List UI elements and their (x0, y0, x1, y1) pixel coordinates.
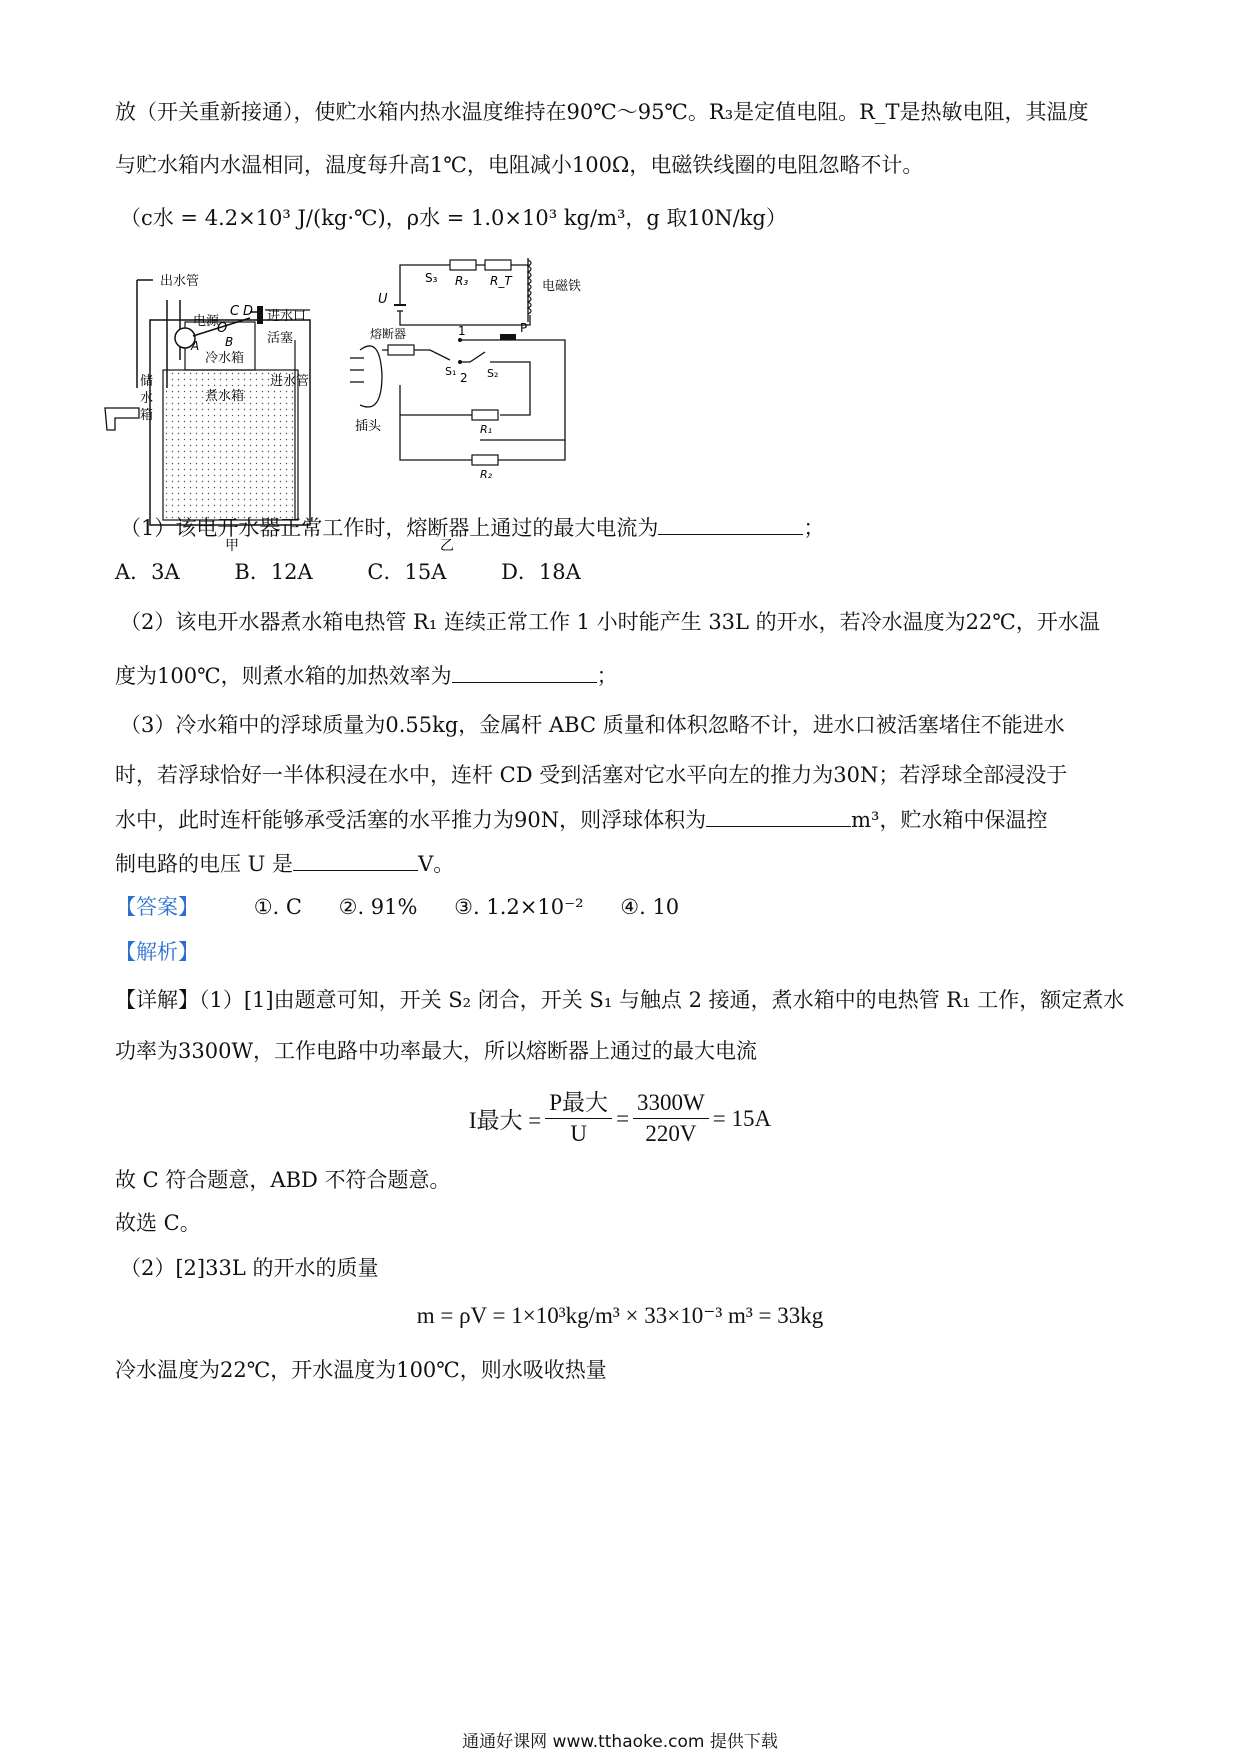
punct: ； (596, 664, 618, 688)
resistor-r2 (472, 455, 498, 465)
fraction-denominator: U (570, 1121, 587, 1146)
fraction-numerator: P最大 (545, 1088, 612, 1119)
answer-blank (658, 512, 803, 535)
fig-label: O (217, 321, 228, 336)
faucet-icon (105, 408, 139, 430)
detail-text: （1）[1]由题意可知，开关 S₂ 闭合，开关 S₁ 与触点 2 接通，煮水箱中的电热管 R₁ 工作，额定煮水 (199, 988, 1125, 1012)
answer-item: ④. 10 (620, 895, 680, 919)
analysis-tag-text: 【解析】 (115, 940, 199, 964)
fig-label: U (378, 292, 388, 307)
answer-blank (452, 660, 597, 683)
fig-label: R_T (490, 274, 512, 288)
resistor-rt (485, 260, 511, 270)
contact-p (500, 334, 516, 340)
fig-label: 煮水箱 (205, 389, 245, 404)
fig-label: 出水管 (160, 274, 200, 289)
question-3-text: 制电路的电压 U 是 (115, 852, 294, 876)
fig-label: 储 (140, 374, 154, 389)
fig-caption: 甲 (225, 538, 239, 554)
question-3-text: 水中，此时连杆能够承受活塞的水平推力为90N，则浮球体积为 (115, 808, 707, 832)
option-c: C．15A (367, 560, 447, 584)
answer-blank (293, 848, 418, 871)
fig-label: 冷水箱 (205, 351, 245, 366)
option-b: B．12A (234, 560, 313, 584)
question-3-text: V。 (418, 852, 455, 876)
fig-label: B (225, 335, 234, 349)
equals-sign: = (616, 1105, 630, 1131)
fraction (633, 1088, 709, 1149)
answer-item: ②. 91% (338, 895, 418, 919)
punct: ； (803, 516, 825, 540)
page-footer: 通通好课网 www.tthaoke.com 提供下载 (462, 1732, 778, 1752)
fraction (545, 1088, 612, 1149)
fig-label: 活塞 (267, 331, 294, 346)
question-3-text: m³，贮水箱中保温控 (851, 808, 1048, 832)
fig-label: C (230, 304, 240, 319)
equation-lhs: I最大 = (468, 1108, 542, 1133)
equation-current (0, 1088, 1240, 1149)
option-d: D．18A (501, 560, 581, 584)
piston (257, 306, 263, 324)
fig-label: 电源 (193, 314, 220, 329)
answer-tag: 【答案】 (115, 895, 199, 919)
fig-label: P (520, 321, 528, 335)
fig-label: D (243, 304, 254, 319)
question-2-line (115, 660, 1135, 691)
constants-line: （c水 = 4.2×10³ J/(kg·℃)，ρ水 = 1.0×10³ kg/m³，g 取10N/kg） (120, 206, 787, 230)
paragraph-line: 与贮水箱内水温相同，温度每升高1℃，电阻减小100Ω，电磁铁线圈的电阻忽略不计。 (115, 153, 924, 177)
fig-label: 进水口 (267, 309, 307, 324)
analysis-tag (115, 937, 1135, 967)
equation-mass: m = ρV = 1×10³kg/m³ × 33×10⁻³ m³ = 33kg (416, 1303, 824, 1328)
fig-label: A (191, 339, 200, 353)
answer-blank (706, 804, 851, 827)
question-2-text: 度为100℃，则煮水箱的加热效率为 (115, 664, 452, 688)
question-3-line: 时，若浮球恰好一半体积浸在水中，连杆 CD 受到活塞对它水平向左的推力为30N；若浮球全部浸没于 (115, 763, 1068, 787)
fig-label: 2 (460, 371, 468, 385)
fig-label: 电磁铁 (542, 279, 582, 294)
fig-label: 熔断器 (370, 327, 407, 341)
fig-label: S₂ (487, 367, 499, 380)
detail-line: （2）[2]33L 的开水的质量 (120, 1256, 379, 1280)
detail-line (115, 985, 1135, 1015)
fig-label: R₂ (480, 468, 493, 481)
fig-label: 插头 (355, 419, 382, 434)
fraction-denominator: 220V (645, 1121, 697, 1146)
option-a: A．3A (115, 560, 180, 584)
answer-item: ③. 1.2×10⁻² (454, 895, 584, 919)
question-1 (120, 512, 1140, 543)
fuse (388, 345, 414, 355)
fig-label: 水 (140, 391, 154, 406)
detail-line: 功率为3300W，工作电路中功率最大，所以熔断器上通过的最大电流 (115, 1039, 758, 1063)
fig-label: 箱 (140, 408, 154, 423)
fig-label: S₁ (445, 365, 457, 378)
conclusion-line: 故 C 符合题意，ABD 不符合题意。 (115, 1168, 451, 1192)
resistor-r3 (450, 260, 476, 270)
detail-tag: 【详解】 (115, 988, 199, 1012)
fig-label: R₁ (480, 423, 493, 436)
fig-caption: 乙 (440, 538, 454, 554)
fig-label: 进水管 (270, 374, 310, 389)
conclusion-line: 故选 C。 (115, 1211, 201, 1235)
fig-label: 1 (458, 324, 466, 338)
fraction-numerator: 3300W (633, 1088, 709, 1119)
detail-line: 冷水温度为22℃，开水温度为100℃，则水吸收热量 (115, 1358, 607, 1382)
paragraph-line: 放（开关重新接通），使贮水箱内热水温度维持在90℃～95℃。R₃是定值电阻。R_T是热敏电阻，其温度 (115, 100, 1089, 124)
equation-rhs: = 15A (712, 1105, 772, 1131)
question-3-line (115, 848, 1135, 879)
plug-icon (360, 346, 382, 407)
question-1-text: （1）该电开水器正常工作时，熔断器上通过的最大电流为 (120, 516, 659, 540)
resistor-r1 (472, 410, 498, 420)
question-3-line (115, 804, 1135, 835)
question-2-line: （2）该电开水器煮水箱电热管 R₁ 连续正常工作 1 小时能产生 33L 的开水，若冷水温度为22℃，开水温 (120, 610, 1100, 634)
fig-label: R₃ (455, 274, 469, 288)
fig-label: S₃ (425, 271, 438, 285)
question-3-line: （3）冷水箱中的浮球质量为0.55kg，金属杆 ABC 质量和体积忽略不计，进水口被活塞堵住不能进水 (120, 713, 1065, 737)
answer-item: ①. C (253, 895, 302, 919)
answer-row (115, 892, 1135, 922)
options-row (115, 557, 1135, 587)
